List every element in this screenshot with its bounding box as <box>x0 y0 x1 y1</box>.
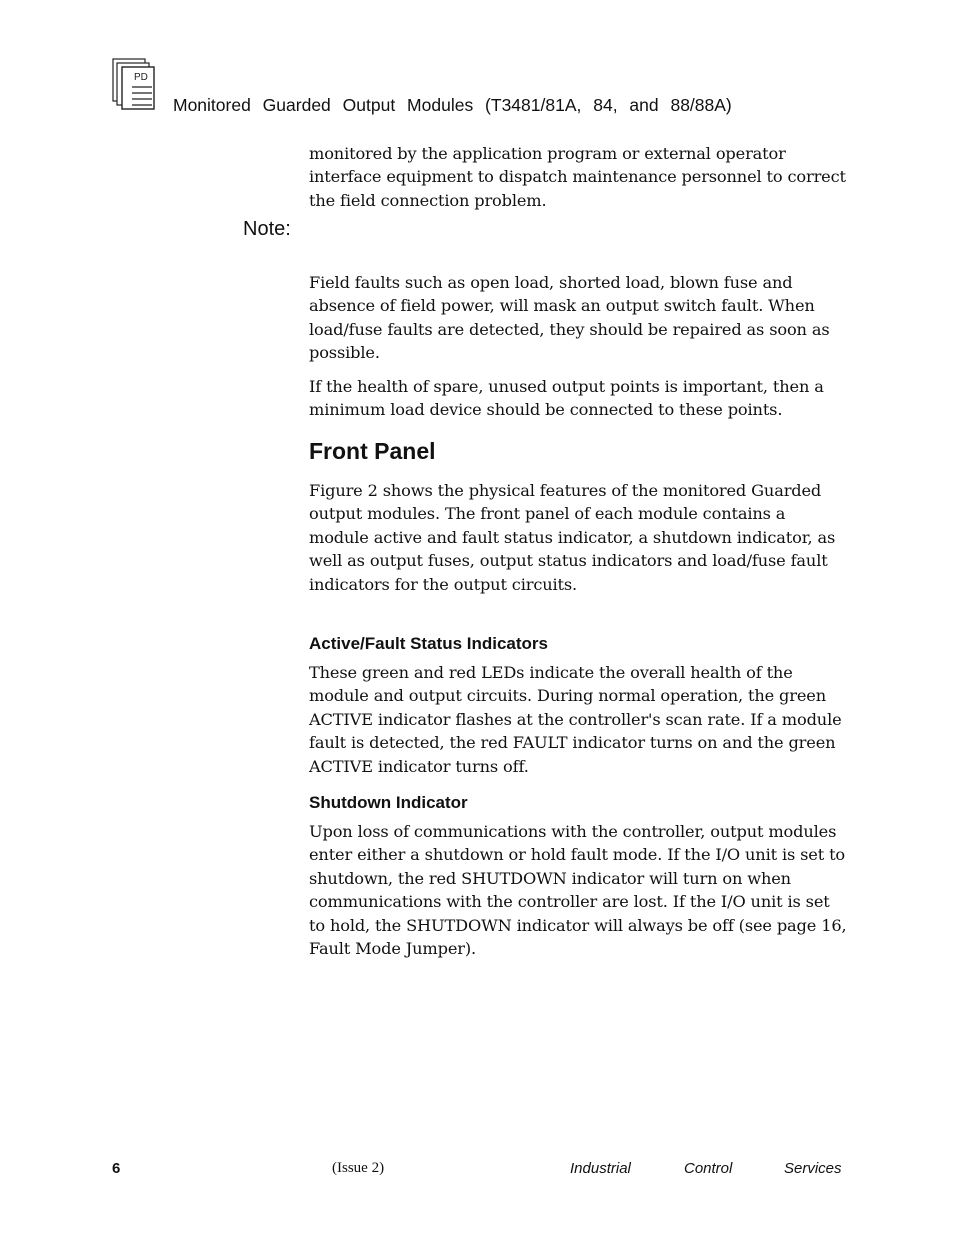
paragraph-intro: monitored by the application program or external operator interface equipment to dispatch maintenance personnel to correct the field connection problem. <box>309 144 846 210</box>
paragraph-front-panel: Figure 2 shows the physical features of the monitored Guarded output modules. The front panel of each module contains a module active and fault status indicator, a shutdown indicator, as well as output fuses, output status indicators and load/fuse fault indicators for the output circuits. <box>309 481 836 594</box>
issue-label: (Issue 2) <box>332 1160 385 1176</box>
footer-company-word-3: Services <box>784 1160 842 1177</box>
paragraph-note: Field faults such as open load, shorted load, blown fuse and absence of field power, will mask an output switch fault. When load/fuse faults are detected, they should be repaired as soon as possible. <box>309 273 830 363</box>
subheading-active-fault: Active/Fault Status Indicators <box>309 634 548 653</box>
paragraph-shutdown: Upon loss of communications with the controller, output modules enter either a shutdown or hold fault mode. If the I/O unit is set to shutdown, the red SHUTDOWN indicator will turn on when communications with the controller are lost. If the I/O unit is set to hold, the SHUTDOWN indicator will always be off (see page 16, Fault Mode Jumper). <box>309 822 847 959</box>
subheading-shutdown: Shutdown Indicator <box>309 793 468 812</box>
document-stack-icon <box>112 58 156 110</box>
footer-company-word-1: Industrial <box>570 1160 631 1177</box>
page-header-title: Monitored Guarded Output Modules (T3481/81A, 84, and 88/88A) <box>173 95 732 115</box>
page-number: 6 <box>112 1160 121 1177</box>
note-label: Note: <box>243 218 291 240</box>
paragraph-active-fault: These green and red LEDs indicate the overall health of the module and output circuits. During normal operation, the green ACTIVE indicator flashes at the controller's scan rate. If a module fault is detected, the red FAULT indicator turns on and the green ACTIVE indicator turns off. <box>309 663 842 776</box>
footer-company-word-2: Control <box>684 1160 733 1177</box>
section-heading-front-panel: Front Panel <box>309 438 436 464</box>
paragraph-spare-points: If the health of spare, unused output points is important, then a minimum load device should be connected to these points. <box>309 377 824 420</box>
logo-text: PD <box>134 72 148 83</box>
